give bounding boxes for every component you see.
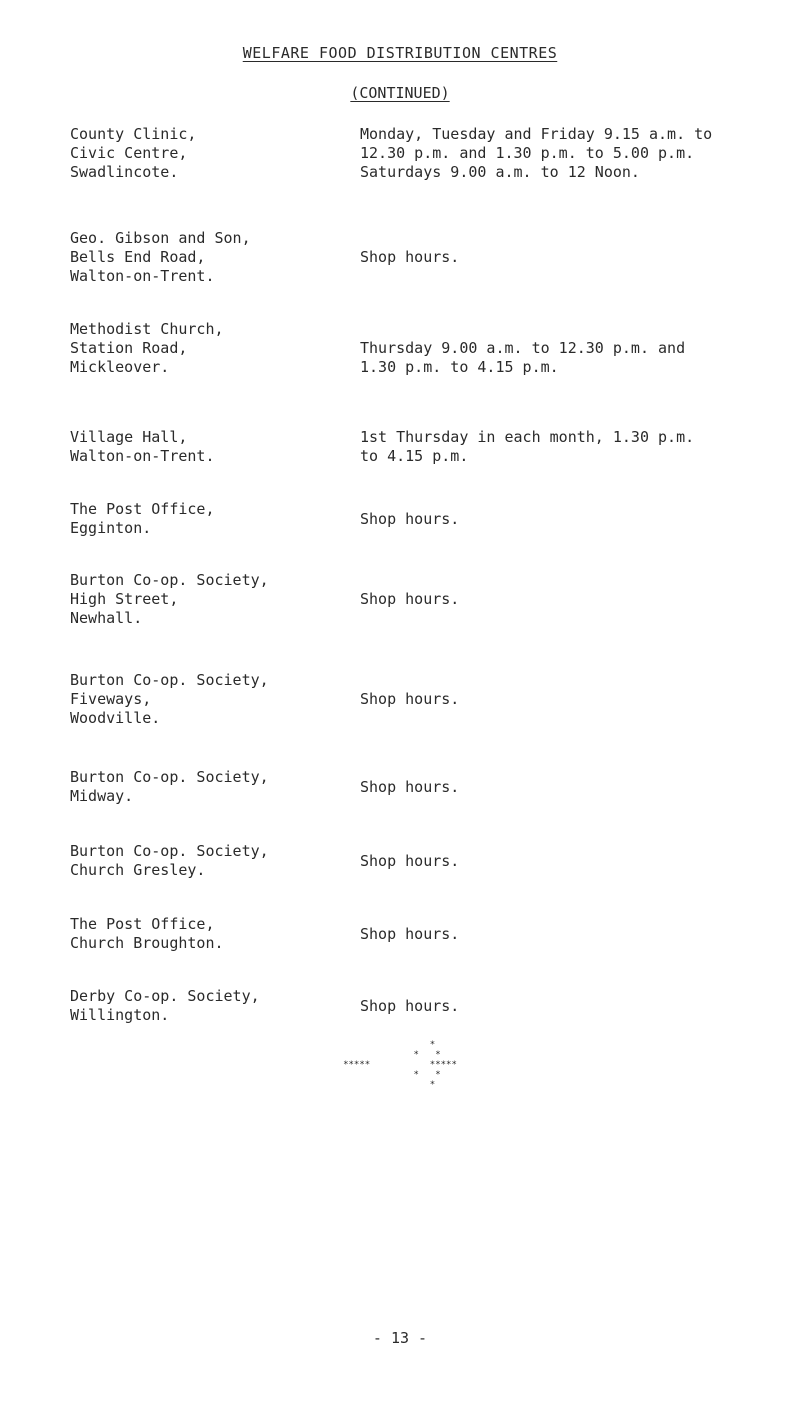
centre-hours: Shop hours. <box>360 510 460 528</box>
centre-hours: 1st Thursday in each month, 1.30 p.m. to 4.15 p.m. <box>360 428 695 465</box>
centre-hours: Shop hours. <box>360 690 460 708</box>
centre-hours: Shop hours. <box>360 590 460 608</box>
centre-hours: Shop hours. <box>360 925 460 943</box>
centre-hours: Shop hours. <box>360 852 460 870</box>
centre-address: Burton Co-op. Society, Church Gresley. <box>70 842 269 879</box>
centre-hours: Thursday 9.00 a.m. to 12.30 p.m. and 1.30 p.m. to 4.15 p.m. <box>360 339 686 376</box>
page-title: WELFARE FOOD DISTRIBUTION CENTRES <box>242 44 558 62</box>
centre-address: County Clinic, Civic Centre, Swadlincote. <box>70 125 197 181</box>
centre-hours: Shop hours. <box>360 248 460 266</box>
page-number: - 13 - <box>372 1329 428 1347</box>
centre-address: Burton Co-op. Society, Fiveways, Woodville. <box>70 671 269 727</box>
centre-address: Derby Co-op. Society, Willington. <box>70 987 260 1024</box>
centre-address: Village Hall, Walton-on-Trent. <box>70 428 215 465</box>
centre-address: Methodist Church, Station Road, Mickleover. <box>70 320 224 376</box>
centre-address: The Post Office, Church Broughton. <box>70 915 224 952</box>
page-subtitle: (CONTINUED) <box>350 84 450 102</box>
centre-address: The Post Office, Egginton. <box>70 500 215 537</box>
centre-address: Burton Co-op. Society, Midway. <box>70 768 269 805</box>
centre-hours: Shop hours. <box>360 778 460 796</box>
centre-address: Burton Co-op. Society, High Street, Newhall. <box>70 571 269 627</box>
asterisk-ornament: * * * ***** ***** * * * <box>343 1040 457 1090</box>
centre-address: Geo. Gibson and Son, Bells End Road, Walton-on-Trent. <box>70 229 251 285</box>
centre-hours: Shop hours. <box>360 997 460 1015</box>
centre-hours: Monday, Tuesday and Friday 9.15 a.m. to 12.30 p.m. and 1.30 p.m. to 5.00 p.m. Saturdays 9.00 a.m. to 12 Noon. <box>360 125 713 181</box>
